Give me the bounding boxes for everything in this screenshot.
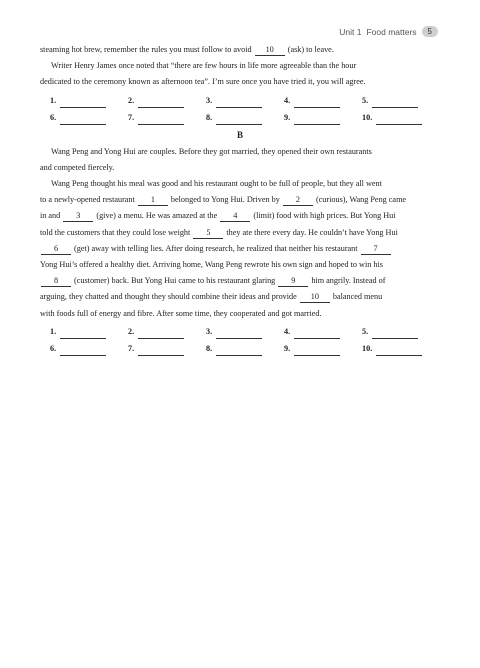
text: balanced menu	[332, 292, 383, 302]
answer-blank	[284, 94, 362, 108]
answer-number: 10.	[362, 343, 373, 353]
answer-blank	[50, 342, 128, 356]
answer-blank	[50, 111, 128, 125]
answer-line	[216, 328, 262, 339]
paragraph-line	[40, 208, 440, 224]
blank-4: 4	[220, 211, 250, 222]
paragraph-line: Yong Hui’s offered a healthy diet. Arriving home, Wang Peng rewrote his own sign and hoped to win his	[40, 260, 383, 270]
blank-7: 7	[361, 244, 391, 255]
text: in and	[40, 211, 61, 221]
answer-line	[60, 328, 106, 339]
answer-line	[372, 328, 418, 339]
answer-blank	[128, 94, 206, 108]
answer-number: 3.	[206, 326, 213, 336]
answer-blank	[128, 342, 206, 356]
answer-line	[294, 114, 340, 125]
answer-number: 8.	[206, 112, 213, 122]
answer-blank	[362, 325, 440, 339]
page-number-badge: 5	[422, 26, 438, 37]
paragraph-line	[40, 241, 440, 257]
text: (customer) back. But Yong Hui came to his restaurant glaring	[74, 276, 276, 286]
answer-row-b-1	[40, 325, 440, 339]
unit-title: Food matters	[366, 26, 417, 37]
text: him angrily. Instead of	[311, 276, 386, 286]
answer-line	[60, 114, 106, 125]
answer-line	[376, 114, 422, 125]
blank-2: 2	[283, 195, 313, 206]
answer-line	[138, 114, 184, 125]
answer-blank	[206, 111, 284, 125]
paragraph-line	[40, 42, 440, 58]
answer-blank	[128, 325, 206, 339]
paragraph-line	[40, 192, 440, 208]
answer-row-a-1	[40, 94, 440, 108]
blank-9: 9	[278, 276, 308, 287]
text: (give) a menu. He was amazed at the	[96, 211, 218, 221]
page-body	[40, 42, 440, 359]
blank-1: 1	[138, 195, 168, 206]
paragraph-line	[40, 289, 440, 305]
answer-number: 9.	[284, 112, 291, 122]
answer-number: 3.	[206, 95, 213, 105]
answer-line	[60, 345, 106, 356]
answer-line	[376, 345, 422, 356]
answer-number: 7.	[128, 343, 135, 353]
answer-line	[216, 97, 262, 108]
answer-blank	[362, 94, 440, 108]
text: (curious), Wang Peng came	[315, 195, 407, 205]
paragraph-line: with foods full of energy and fibre. After some time, they cooperated and got married.	[40, 308, 322, 318]
answer-blank	[206, 325, 284, 339]
answer-line	[60, 97, 106, 108]
answer-line	[294, 328, 340, 339]
text: belonged to Yong Hui. Driven by	[170, 195, 280, 205]
text: (get) away with telling lies. After doing research, he realized that neither his restaurant	[74, 243, 358, 253]
answer-line	[138, 345, 184, 356]
text: (limit) food with high prices. But Yong Hui	[253, 211, 396, 221]
blank-10: 10	[300, 292, 330, 303]
answer-line	[216, 345, 262, 356]
blank-6: 6	[41, 244, 71, 255]
answer-line	[216, 114, 262, 125]
answer-number: 4.	[284, 95, 291, 105]
answer-blank	[50, 94, 128, 108]
answer-number: 9.	[284, 343, 291, 353]
answer-number: 6.	[50, 343, 57, 353]
answer-number: 5.	[362, 326, 369, 336]
answer-blank	[284, 111, 362, 125]
answer-number: 2.	[128, 95, 135, 105]
answer-number: 4.	[284, 326, 291, 336]
text: they ate there every day. He couldn’t have Yong Hui	[226, 227, 398, 237]
answer-blank	[362, 111, 440, 125]
paragraph-line: and competed fiercely.	[40, 162, 115, 172]
answer-number: 8.	[206, 343, 213, 353]
answer-number: 6.	[50, 112, 57, 122]
blank-10: 10	[255, 45, 285, 56]
unit-label: Unit 1	[339, 26, 362, 37]
page-header	[339, 26, 438, 37]
paragraph-line: Wang Peng and Yong Hui are couples. Before they got married, they opened their own restaurants	[51, 146, 372, 156]
answer-blank	[206, 94, 284, 108]
answer-blank	[128, 111, 206, 125]
answer-number: 5.	[362, 95, 369, 105]
paragraph-line	[40, 273, 440, 289]
answer-number: 1.	[50, 95, 57, 105]
text: to a newly-opened restaurant	[40, 195, 135, 205]
answer-blank	[284, 342, 362, 356]
answer-blank	[50, 325, 128, 339]
blank-3: 3	[63, 211, 93, 222]
answer-line	[294, 97, 340, 108]
answer-number: 1.	[50, 326, 57, 336]
paragraph-line	[40, 225, 440, 241]
answer-line	[138, 97, 184, 108]
answer-row-b-2	[40, 342, 440, 356]
answer-line	[372, 97, 418, 108]
section-title-b: B	[236, 129, 243, 140]
text: told the customers that they could lose weight	[40, 227, 191, 237]
answer-number: 10.	[362, 112, 373, 122]
paragraph-line: Wang Peng thought his meal was good and his restaurant ought to be full of people, but they all went	[51, 179, 382, 189]
answer-blank	[362, 342, 440, 356]
blank-8: 8	[41, 276, 71, 287]
answer-row-a-2	[40, 111, 440, 125]
text: steaming hot brew, remember the rules you must follow to avoid	[40, 45, 252, 54]
text: arguing, they chatted and thought they should combine their ideas and provide	[40, 292, 297, 302]
answer-number: 2.	[128, 326, 135, 336]
text: (ask) to leave.	[287, 45, 334, 54]
answer-blank	[284, 325, 362, 339]
paragraph-line: dedicated to the ceremony known as afternoon tea”. I’m sure once you have tried it, you will agree.	[40, 77, 366, 87]
answer-number: 7.	[128, 112, 135, 122]
blank-5: 5	[193, 228, 223, 239]
answer-blank	[206, 342, 284, 356]
answer-line	[138, 328, 184, 339]
paragraph-line: Writer Henry James once noted that “there are few hours in life more agreeable than the hour	[51, 61, 357, 71]
answer-line	[294, 345, 340, 356]
